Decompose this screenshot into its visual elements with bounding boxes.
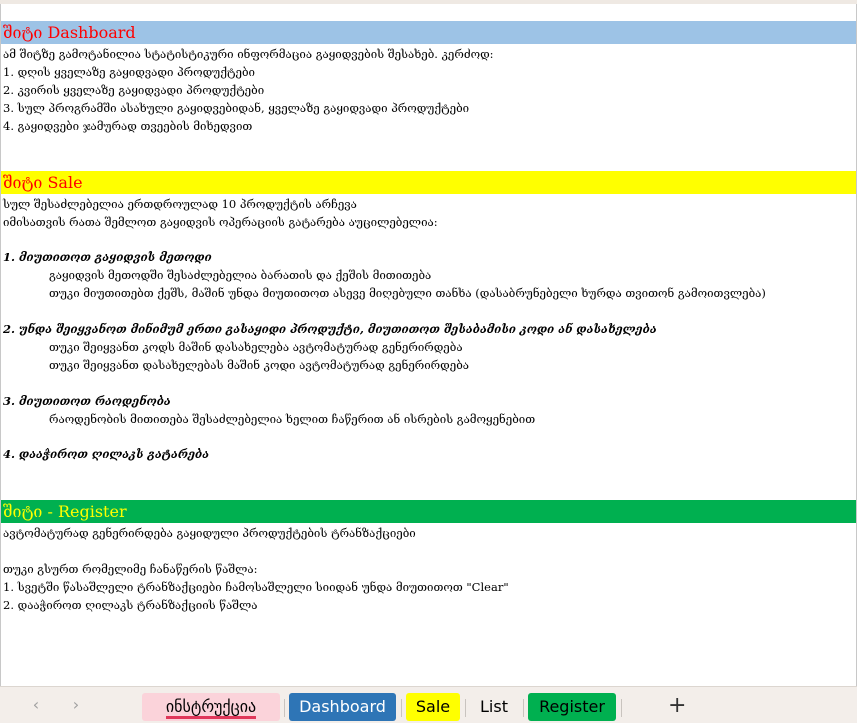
dashboard-intro: ამ შიტზე გამოტანილია სტატისტიკური ინფორმაცია გაყიდვების შესახებ. კერძოდ:: [3, 47, 494, 61]
chevron-left-icon[interactable]: ‹: [32, 695, 40, 714]
sale-section-header: შიტი Sale: [1, 171, 856, 194]
tab-divider: [465, 699, 466, 717]
tab-divider: [621, 699, 622, 717]
tab-list[interactable]: List: [480, 697, 508, 716]
tab-divider: [523, 699, 524, 717]
sale-step-2-detail-b: თუკი შეიყვანთ დასახელებას მაშინ კოდი ავტომატურად გენერირდება: [49, 358, 469, 372]
register-line-1: ავტომატურად გენერირდება გაყიდული პროდუქტების ტრანზაქციები: [3, 526, 416, 540]
instruction-sheet: [1, 4, 856, 686]
tab-register[interactable]: Register: [528, 693, 616, 721]
tab-instructions-label: ინსტრუქცია: [166, 698, 256, 719]
sale-step-1-heading: 1. მიუთითოთ გაყიდვის მეთოდი: [3, 250, 212, 264]
sheet-tab-bar: [0, 686, 857, 723]
dashboard-item-1: 1. დღის ყველაზე გაყიდვადი პროდუქტები: [3, 65, 255, 79]
dashboard-item-2: 2. კვირის ყველაზე გაყიდვადი პროდუქტები: [3, 83, 265, 97]
register-line-4: 2. დააჭიროთ ღილაკს ტრანზაქციის წაშლა: [3, 598, 258, 612]
register-line-3: 1. სვეტში წასაშლელი ტრანზაქციები ჩამოსაშლელი სიიდან უნდა მიუთითოთ "Clear": [3, 580, 509, 594]
chevron-right-icon[interactable]: ›: [72, 695, 80, 714]
sale-intro-2: იმისათვის რათა შემლოთ გაყიდვის ოპერაციის გატარება აუცილებელია:: [3, 215, 438, 229]
tab-divider: [401, 699, 402, 717]
sale-step-4-heading: 4. დააჭიროთ ღილაკს გატარება: [3, 447, 210, 461]
add-sheet-icon[interactable]: +: [668, 693, 687, 718]
dashboard-item-4: 4. გაყიდვები ჯამურად თვეების მიხედვით: [3, 119, 253, 133]
sale-intro-1: სულ შესაძლებელია ერთდროულად 10 პროდუქტის არჩევა: [3, 197, 357, 211]
tab-instructions[interactable]: [142, 693, 280, 721]
dashboard-section-header: შიტი Dashboard: [1, 21, 856, 44]
sale-step-1-detail-a: გაყიდვის მეთოდში შესაძლებელია ბარათის და ქეშის მითითება: [49, 268, 432, 282]
tab-sale[interactable]: Sale: [406, 693, 460, 721]
sale-step-3-detail-a: რაოდენობის მითითება შესაძლებელია ხელით ჩაწერით ან ისრების გამოყენებით: [49, 412, 536, 426]
sale-step-3-heading: 3. მიუთითოთ რაოდენობა: [3, 394, 171, 408]
register-line-2: თუკი გსურთ რომელიმე ჩანაწერის წაშლა:: [3, 562, 258, 576]
tab-divider: [284, 699, 285, 717]
sale-step-1-detail-b: თუკი მიუთითებთ ქეშს, მაშინ უნდა მიუთითოთ ასევე მიღებული თანხა (დასაბრუნებელი ხურდა თვითონ გამოითვლება): [49, 286, 766, 300]
register-section-header: შიტი - Register: [1, 500, 856, 523]
sale-step-2-heading: 2. უნდა შეიყვანოთ მინიმუმ ერთი გასაყიდი პროდუქტი, მიუთითოთ შესაბამისი კოდი ან დასახელება: [3, 322, 657, 336]
sale-step-2-detail-a: თუკი შეიყვანთ კოდს მაშინ დასახელება ავტომატურად გენერირდება: [49, 340, 463, 354]
dashboard-item-3: 3. სულ პროგრამში ასახული გაყიდვებიდან, ყველაზე გაყიდვადი პროდუქტები: [3, 101, 470, 115]
tab-dashboard[interactable]: Dashboard: [289, 693, 396, 721]
